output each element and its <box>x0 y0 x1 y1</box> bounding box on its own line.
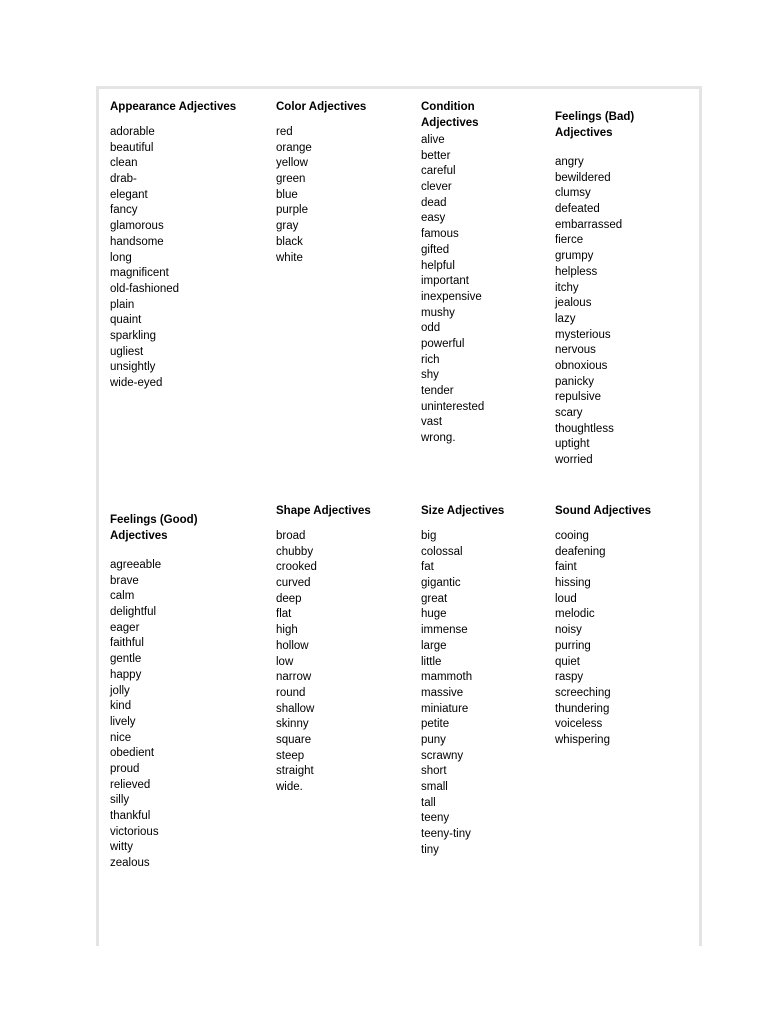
word-item: mammoth <box>421 671 473 684</box>
word-item: chubby <box>276 545 314 558</box>
word-item: scary <box>555 407 583 419</box>
word-item: easy <box>421 212 446 225</box>
word-item: large <box>421 639 447 652</box>
section-heading: Feelings (Good) Adjectives <box>110 514 198 542</box>
word-item: angry <box>555 156 584 168</box>
word-item: mysterious <box>555 328 611 341</box>
word-item: fat <box>421 561 434 574</box>
word-item: proud <box>110 762 140 775</box>
word-item: jealous <box>555 297 592 310</box>
word-item: wide-eyed <box>110 377 163 389</box>
word-item: red <box>276 126 293 138</box>
word-item: bewildered <box>555 171 611 184</box>
word-item: shy <box>421 369 439 382</box>
word-item: teeny-tiny <box>421 828 471 841</box>
word-item: scrawny <box>421 749 464 762</box>
word-item: teeny <box>421 812 450 825</box>
word-item: petite <box>421 718 450 731</box>
word-item: melodic <box>555 608 595 621</box>
word-item: faithful <box>110 637 144 650</box>
word-item: zealous <box>110 857 150 870</box>
word-item: high <box>276 624 298 637</box>
word-item: nervous <box>555 344 596 357</box>
word-item: great <box>421 592 448 605</box>
word-item: black <box>276 235 303 248</box>
word-item: clever <box>421 181 452 194</box>
word-item: blue <box>276 188 298 201</box>
word-item: steep <box>276 749 305 762</box>
word-item: gifted <box>421 243 450 256</box>
word-item: short <box>421 765 447 778</box>
word-item: fancy <box>110 204 138 217</box>
word-item: little <box>421 655 442 668</box>
word-item: hollow <box>276 639 309 652</box>
word-item: deafening <box>555 545 606 558</box>
word-item: helpful <box>421 259 455 272</box>
section-shape-adjectives <box>276 503 426 796</box>
word-item: victorious <box>110 825 159 838</box>
section-heading: Appearance Adjectives <box>110 101 237 113</box>
word-item: plain <box>110 298 135 311</box>
word-item: square <box>276 733 312 746</box>
word-item: raspy <box>555 671 584 684</box>
word-item: brave <box>110 574 139 587</box>
word-item: witty <box>110 841 133 854</box>
word-item: nice <box>110 731 132 744</box>
word-item: vast <box>421 416 443 429</box>
word-item: panicky <box>555 375 594 388</box>
word-item: obedient <box>110 747 155 760</box>
word-item: clumsy <box>555 187 591 200</box>
word-item: agreeable <box>110 559 162 571</box>
word-item: adorable <box>110 126 155 138</box>
word-item: flat <box>276 608 292 621</box>
word-item: silly <box>110 794 130 807</box>
word-item: old-fashioned <box>110 282 180 295</box>
word-item: defeated <box>555 203 600 216</box>
word-item: grumpy <box>555 250 594 263</box>
word-item: handsome <box>110 235 164 248</box>
word-item: gray <box>276 220 299 233</box>
word-item: shallow <box>276 702 315 715</box>
word-item: purple <box>276 204 308 217</box>
word-item: tender <box>421 385 454 397</box>
word-item: broad <box>276 530 306 542</box>
section-feelings-good-adjectives <box>110 512 260 872</box>
section-appearance-adjectives <box>110 99 260 392</box>
word-item: kind <box>110 700 132 713</box>
word-item: calm <box>110 590 135 603</box>
section-heading: Shape Adjectives <box>276 505 371 517</box>
word-list <box>110 125 260 392</box>
word-list <box>421 529 571 858</box>
word-item: itchy <box>555 281 579 294</box>
word-list <box>110 558 260 872</box>
word-item: voiceless <box>555 718 603 731</box>
word-item: straight <box>276 765 314 778</box>
word-item: beautiful <box>110 141 154 154</box>
word-item: small <box>421 781 448 793</box>
word-list <box>555 155 705 469</box>
word-item: low <box>276 655 294 668</box>
word-item: jolly <box>110 684 130 697</box>
word-item: famous <box>421 228 459 241</box>
word-item: deep <box>276 592 302 605</box>
word-item: thundering <box>555 702 610 715</box>
section-size-adjectives <box>421 503 571 858</box>
word-list <box>421 133 571 447</box>
word-item: rich <box>421 353 440 366</box>
word-item: noisy <box>555 624 582 637</box>
word-item: wide. <box>276 781 303 793</box>
word-item: happy <box>110 668 142 681</box>
word-item: mushy <box>421 306 455 319</box>
word-item: delightful <box>110 606 157 619</box>
word-item: purring <box>555 639 591 652</box>
word-item: alive <box>421 134 445 146</box>
word-item: gentle <box>110 653 142 666</box>
word-item: fierce <box>555 234 584 247</box>
word-item: helpless <box>555 265 598 278</box>
word-item: sparkling <box>110 329 157 342</box>
word-item: green <box>276 173 306 186</box>
word-item: uptight <box>555 438 590 451</box>
word-item: round <box>276 686 306 699</box>
word-item: clean <box>110 157 138 170</box>
word-item: important <box>421 275 469 288</box>
word-item: long <box>110 251 132 264</box>
word-item: orange <box>276 141 312 154</box>
word-item: hissing <box>555 577 591 590</box>
word-item: huge <box>421 608 447 621</box>
word-item: embarrassed <box>555 218 623 231</box>
word-item: colossal <box>421 545 463 558</box>
word-item: tall <box>421 796 436 809</box>
word-item: elegant <box>110 188 148 201</box>
word-item: lively <box>110 715 136 728</box>
word-item: curved <box>276 577 311 590</box>
word-list <box>276 125 426 266</box>
word-item: puny <box>421 733 446 746</box>
word-item: uninterested <box>421 400 485 413</box>
word-item: faint <box>555 561 577 574</box>
word-item: skinny <box>276 718 309 731</box>
word-item: careful <box>421 165 456 178</box>
word-item: loud <box>555 592 577 605</box>
word-item: worried <box>555 454 593 467</box>
word-item: wrong. <box>421 432 456 445</box>
word-item: thoughtless <box>555 422 614 435</box>
word-item: screeching <box>555 686 611 699</box>
word-item: white <box>276 251 303 264</box>
word-item: immense <box>421 624 468 637</box>
word-item: repulsive <box>555 391 602 404</box>
word-item: dead <box>421 196 447 209</box>
word-item: ugliest <box>110 345 144 358</box>
section-heading: Condition Adjectives <box>421 101 479 129</box>
word-item: narrow <box>276 671 312 684</box>
word-item: magnificent <box>110 267 169 280</box>
word-item: massive <box>421 686 464 699</box>
word-item: cooing <box>555 530 589 542</box>
word-item: lazy <box>555 312 576 325</box>
section-heading: Sound Adjectives <box>555 505 652 517</box>
word-item: miniature <box>421 702 469 715</box>
word-item: yellow <box>276 157 308 170</box>
section-color-adjectives <box>276 99 426 266</box>
section-feelings-bad-adjectives <box>555 109 705 469</box>
word-item: glamorous <box>110 220 164 233</box>
word-item: big <box>421 530 437 542</box>
section-heading: Feelings (Bad) Adjectives <box>555 111 635 139</box>
word-item: whispering <box>555 733 610 746</box>
word-item: thankful <box>110 810 151 822</box>
word-item: inexpensive <box>421 290 482 303</box>
word-item: drab- <box>110 173 137 186</box>
word-item: quiet <box>555 655 580 668</box>
word-item: powerful <box>421 337 465 350</box>
word-item: unsightly <box>110 361 156 374</box>
word-item: odd <box>421 322 441 335</box>
word-item: obnoxious <box>555 359 608 372</box>
word-list <box>555 529 705 749</box>
word-list <box>276 529 426 796</box>
section-sound-adjectives <box>555 503 705 749</box>
section-condition-adjectives <box>421 99 571 447</box>
word-item: tiny <box>421 843 439 856</box>
word-item: relieved <box>110 778 151 791</box>
section-heading: Size Adjectives <box>421 505 505 517</box>
word-item: crooked <box>276 561 317 574</box>
word-item: quaint <box>110 314 142 327</box>
word-item: eager <box>110 621 140 634</box>
word-item: better <box>421 149 451 162</box>
section-heading: Color Adjectives <box>276 101 367 113</box>
word-item: gigantic <box>421 577 461 590</box>
